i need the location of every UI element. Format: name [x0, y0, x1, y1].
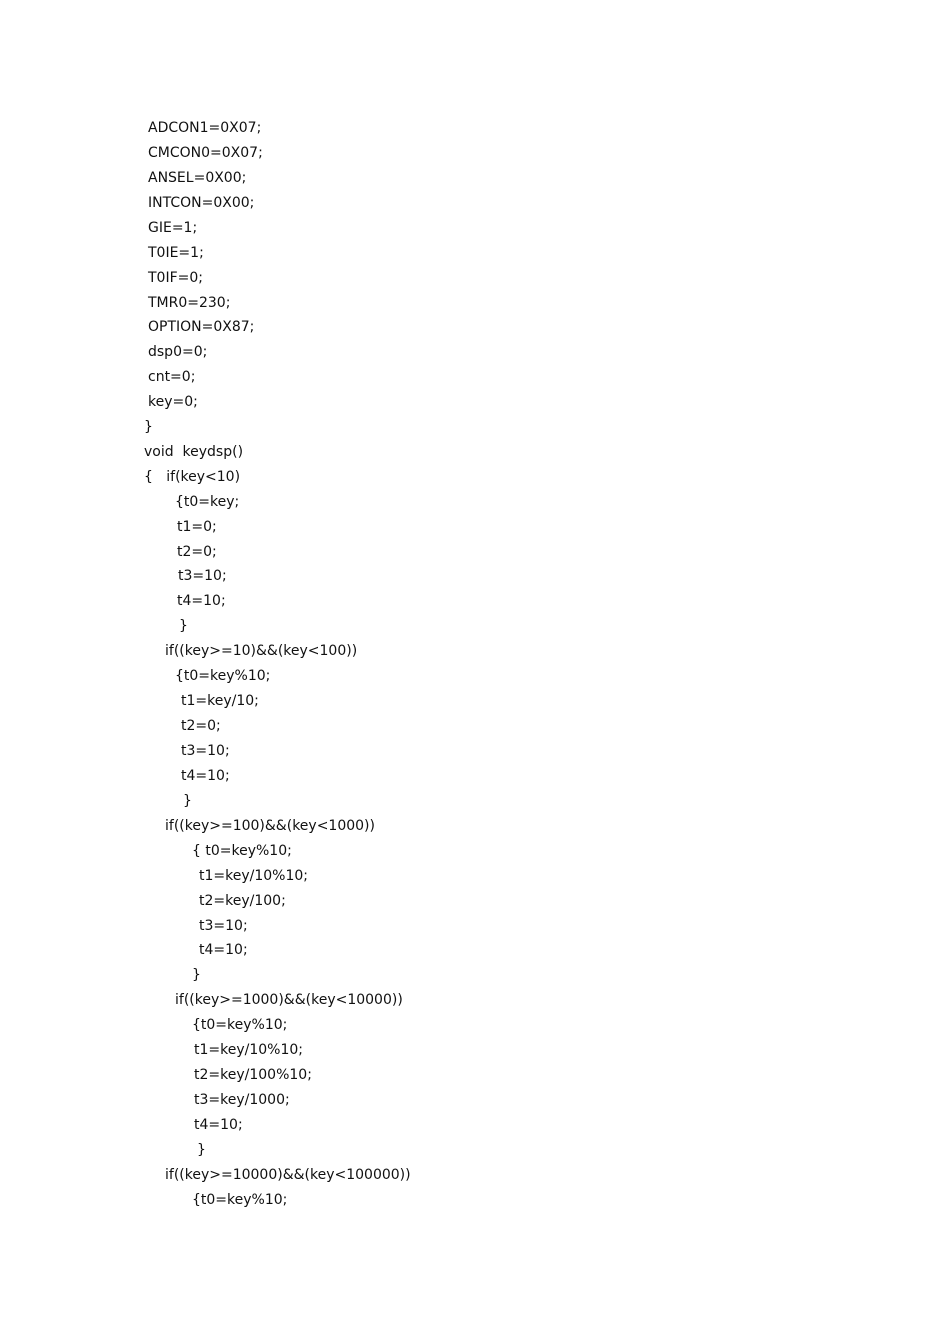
code-line: } — [197, 1142, 206, 1158]
code-line: t4=10; — [199, 942, 248, 958]
code-line: cnt=0; — [148, 369, 196, 385]
code-line: GIE=1; — [148, 220, 198, 236]
code-line: t2=key/100%10; — [194, 1067, 312, 1083]
code-line: t1=key/10%10; — [199, 868, 308, 884]
code-line: { t0=key%10; — [192, 843, 292, 859]
code-line: if((key>=10000)&&(key<100000)) — [165, 1167, 411, 1183]
code-line: ANSEL=0X00; — [148, 170, 247, 186]
code-line: {t0=key%10; — [175, 668, 271, 684]
code-line: } — [183, 793, 192, 809]
code-line: {t0=key%10; — [192, 1192, 288, 1208]
code-line: t3=key/1000; — [194, 1092, 290, 1108]
code-line: dsp0=0; — [148, 344, 208, 360]
code-line: t4=10; — [177, 593, 226, 609]
code-line: t4=10; — [181, 768, 230, 784]
code-line: t2=key/100; — [199, 893, 286, 909]
code-line: CMCON0=0X07; — [148, 145, 263, 161]
code-line: ADCON1=0X07; — [148, 120, 262, 136]
code-line: T0IE=1; — [148, 245, 204, 261]
code-line: void keydsp() — [144, 444, 244, 460]
code-line: t3=10; — [181, 743, 230, 759]
code-line: t1=0; — [177, 519, 217, 535]
code-line: INTCON=0X00; — [148, 195, 255, 211]
code-line: t3=10; — [199, 918, 248, 934]
code-line: } — [179, 618, 188, 634]
code-line: t1=key/10%10; — [194, 1042, 303, 1058]
code-line: } — [192, 967, 201, 983]
code-line: T0IF=0; — [148, 270, 203, 286]
code-line: if((key>=10)&&(key<100)) — [165, 643, 358, 659]
code-line: t3=10; — [178, 568, 227, 584]
code-line: if((key>=100)&&(key<1000)) — [165, 818, 375, 834]
code-line: OPTION=0X87; — [148, 319, 255, 335]
code-line: {t0=key%10; — [192, 1017, 288, 1033]
code-line: t2=0; — [181, 718, 221, 734]
code-line: t4=10; — [194, 1117, 243, 1133]
code-line: {t0=key; — [175, 494, 240, 510]
code-line: if((key>=1000)&&(key<10000)) — [175, 992, 403, 1008]
code-line: { if(key<10) — [144, 469, 241, 485]
code-line: } — [144, 419, 153, 435]
code-line: t1=key/10; — [181, 693, 259, 709]
code-line: TMR0=230; — [148, 295, 231, 311]
code-line: t2=0; — [177, 544, 217, 560]
code-line: key=0; — [148, 394, 198, 410]
